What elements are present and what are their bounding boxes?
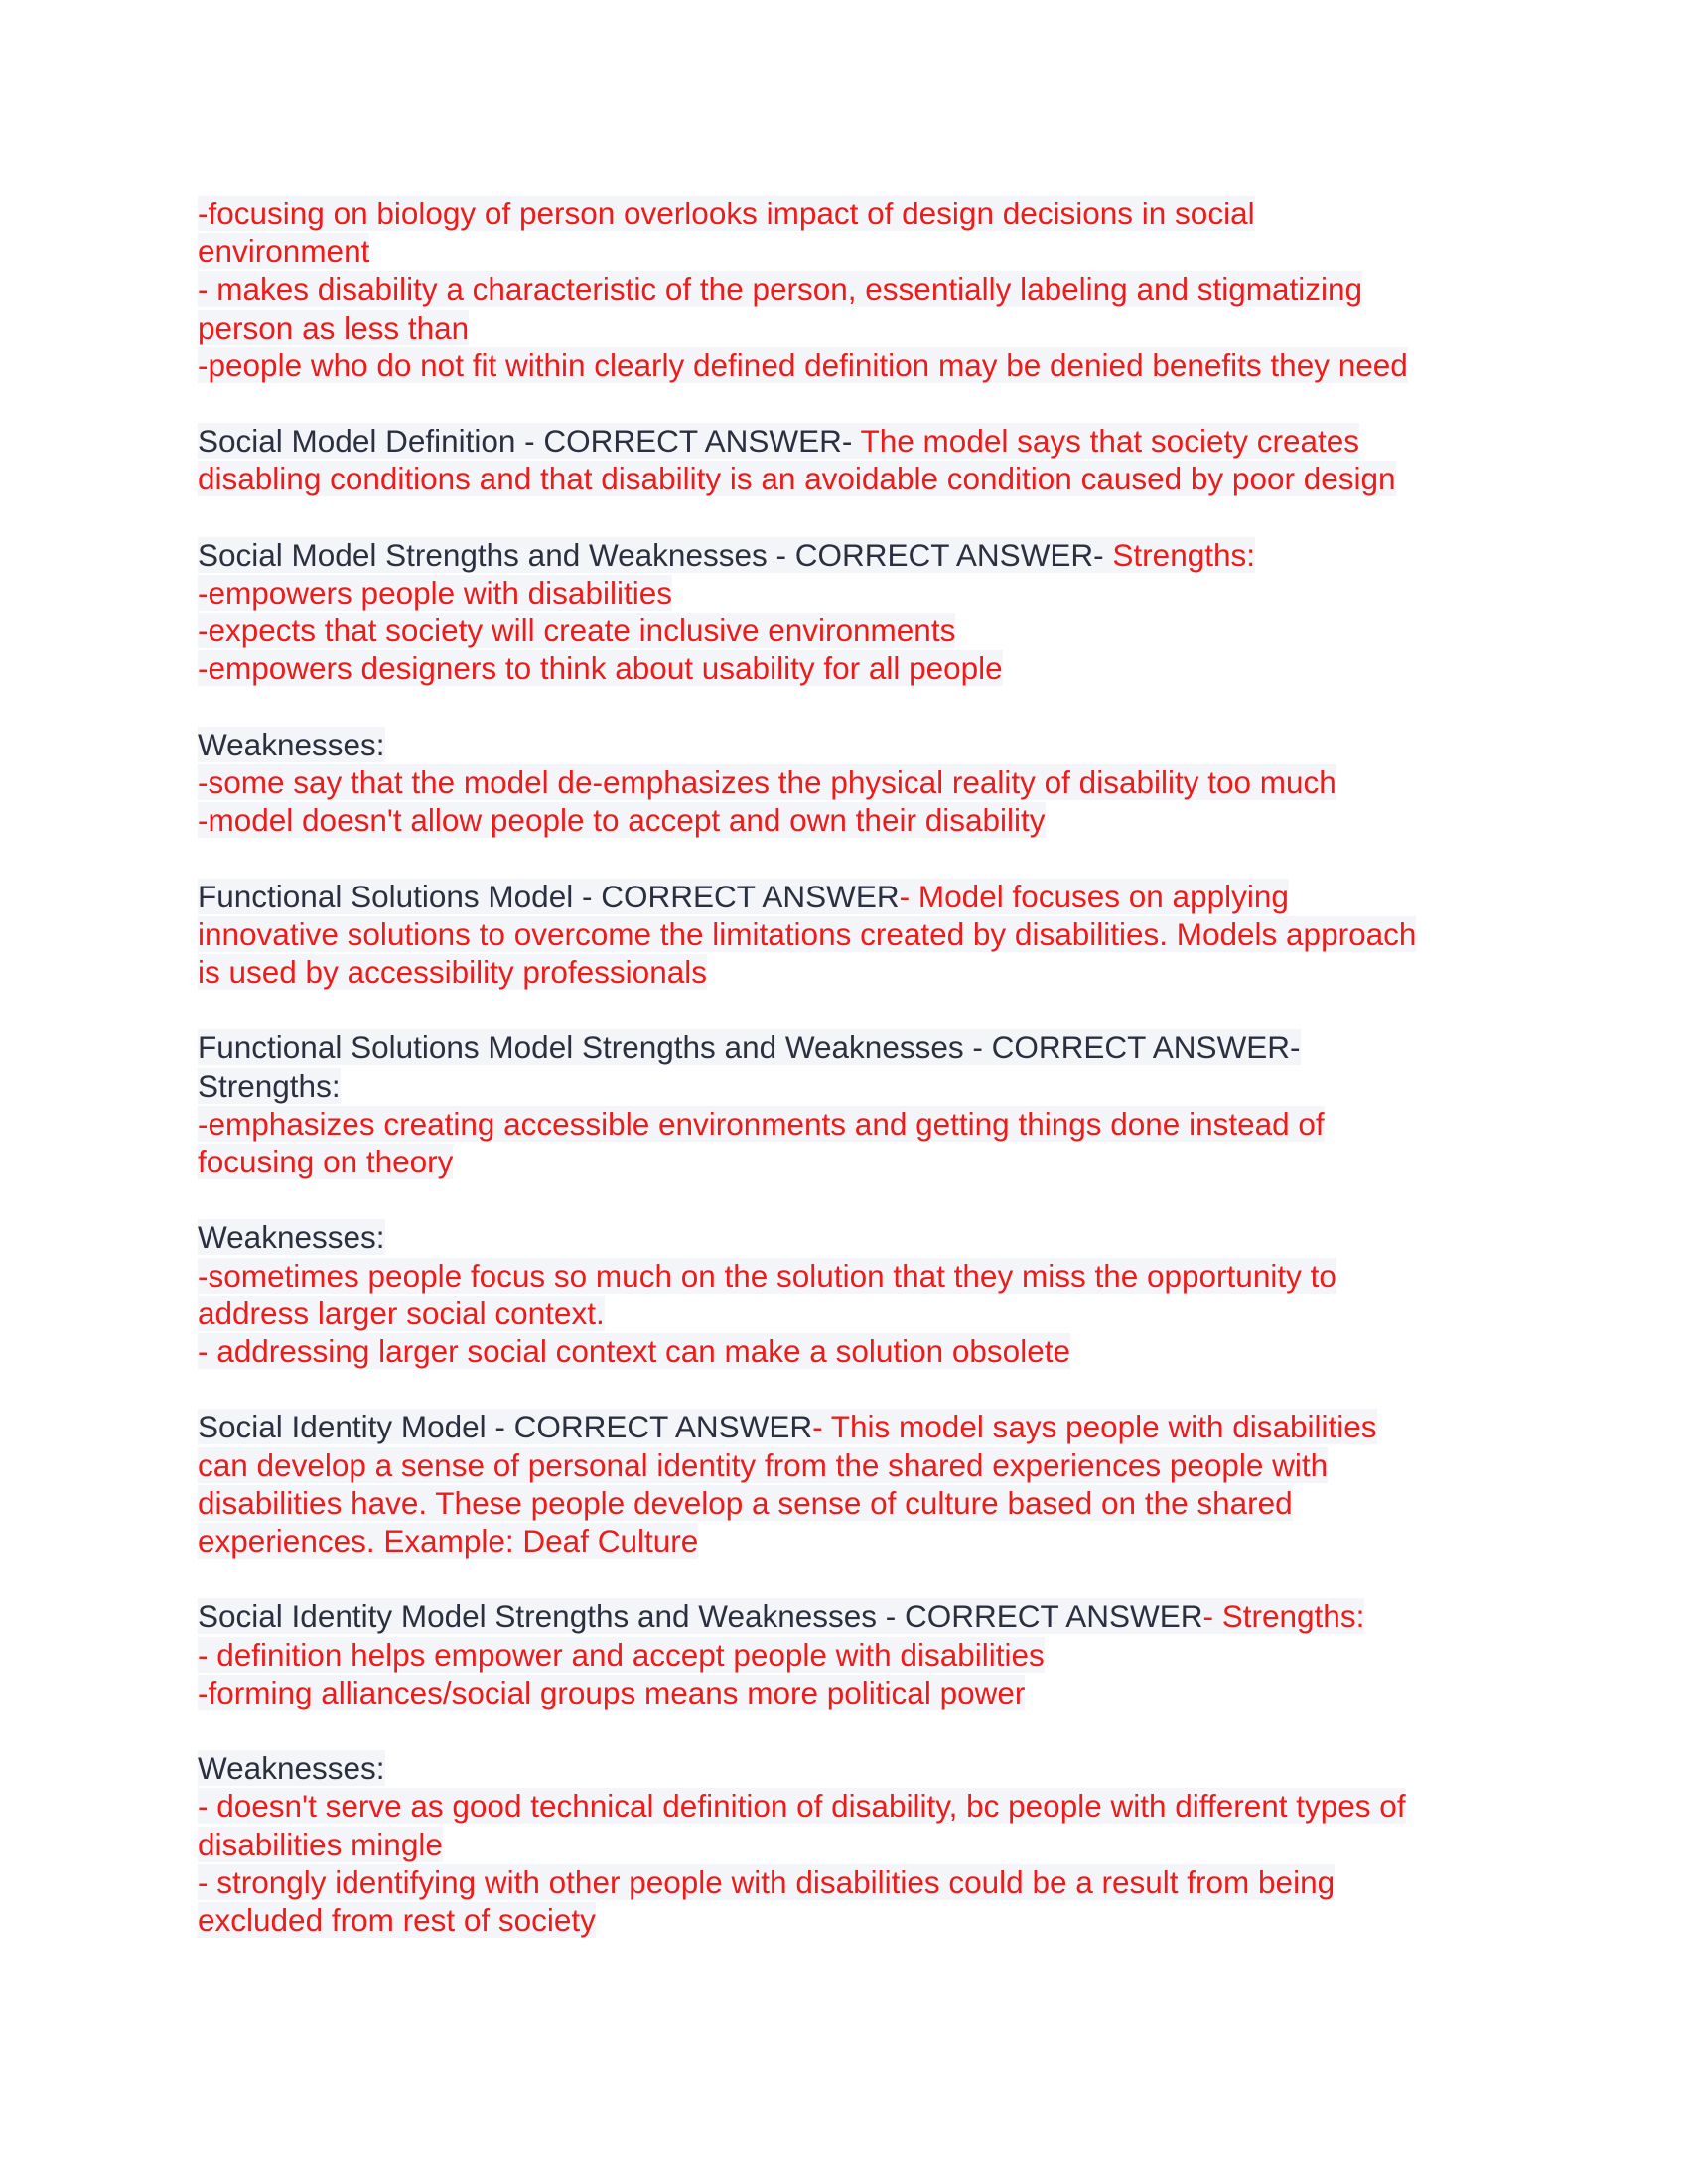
answer-text: - makes disability a characteristic of the person, essentially labeling and stigmatizing <box>198 271 1363 308</box>
text-line <box>198 1597 1508 1635</box>
text-line <box>198 574 1508 612</box>
answer-text: -sometimes people focus so much on the solution that they miss the opportunity to <box>198 1257 1336 1294</box>
text-line <box>198 726 1508 763</box>
text-line <box>198 878 1508 915</box>
answer-text: - This model says people with disabilities <box>812 1409 1377 1445</box>
text-line <box>198 422 1508 460</box>
text-line <box>198 915 1508 953</box>
answer-text: Strengths: <box>1112 536 1256 573</box>
text-line <box>198 1218 1508 1256</box>
text-block <box>198 536 1508 688</box>
question-text: Weaknesses: <box>198 726 385 762</box>
answer-text: -emphasizes creating accessible environments and getting things done instead of <box>198 1105 1325 1142</box>
text-line <box>198 1446 1508 1484</box>
question-text: Social Identity Model - CORRECT ANSWER <box>198 1409 813 1445</box>
answer-text: environment <box>198 233 370 270</box>
text-block <box>198 878 1508 992</box>
text-line <box>198 612 1508 649</box>
text-block <box>198 1597 1508 1711</box>
question-text: Functional Solutions Model - CORRECT ANSWER <box>198 878 900 914</box>
text-line <box>198 763 1508 801</box>
answer-text: -focusing on biology of person overlooks impact of design decisions in social <box>198 196 1255 231</box>
text-line <box>198 270 1508 308</box>
document-page <box>198 195 1508 1977</box>
text-line <box>198 1863 1508 1901</box>
answer-text: disabilities have. These people develop a sense of culture based on the shared <box>198 1484 1293 1521</box>
text-line <box>198 649 1508 687</box>
question-text: Weaknesses: <box>198 1219 385 1256</box>
text-line <box>198 232 1508 270</box>
answer-text: focusing on theory <box>198 1144 454 1179</box>
text-line <box>198 801 1508 839</box>
text-line <box>198 536 1508 574</box>
text-line <box>198 1067 1508 1105</box>
answer-text: - addressing larger social context can make a solution obsolete <box>198 1333 1070 1369</box>
answer-text: can develop a sense of personal identity from the shared experiences people with <box>198 1446 1329 1483</box>
question-text: Social Model Definition - CORRECT ANSWER- <box>198 423 861 460</box>
text-line <box>198 1826 1508 1863</box>
answer-text: -model doesn't allow people to accept and own their disability <box>198 802 1046 839</box>
text-line <box>198 1105 1508 1143</box>
answer-text: - Model focuses on applying <box>899 878 1289 914</box>
text-line <box>198 1787 1508 1825</box>
answer-text: person as less than <box>198 309 470 345</box>
answer-text: excluded from rest of society <box>198 1902 596 1938</box>
text-line <box>198 1028 1508 1066</box>
answer-text: -some say that the model de-emphasizes the physical reality of disability too much <box>198 764 1336 800</box>
answer-text: disabilities mingle <box>198 1826 443 1862</box>
text-line <box>198 1522 1508 1560</box>
answer-text: disabling conditions and that disability is an avoidable condition caused by poor design <box>198 461 1396 497</box>
text-line <box>198 1332 1508 1370</box>
answer-text: experiences. Example: Deaf Culture <box>198 1523 699 1559</box>
answer-text: -people who do not fit within clearly defined definition may be denied benefits they need <box>198 346 1408 383</box>
answer-text: -forming alliances/social groups means more political power <box>198 1674 1026 1710</box>
text-line <box>198 1674 1508 1711</box>
answer-text: The model says that society creates <box>860 423 1360 460</box>
answer-text: - doesn't serve as good technical definition of disability, bc people with different types of <box>198 1788 1406 1825</box>
text-block <box>198 1408 1508 1560</box>
answer-text: - Strengths: <box>1202 1598 1365 1635</box>
text-line <box>198 953 1508 991</box>
text-block <box>198 1749 1508 1939</box>
answer-text: - strongly identifying with other people with disabilities could be a result from being <box>198 1863 1336 1900</box>
text-block <box>198 422 1508 497</box>
text-line <box>198 1484 1508 1522</box>
question-text: Functional Solutions Model Strengths and Weaknesses - CORRECT ANSWER- <box>198 1029 1301 1066</box>
text-line <box>198 346 1508 384</box>
text-line <box>198 1257 1508 1295</box>
question-text: Social Model Strengths and Weaknesses - CORRECT ANSWER- <box>198 536 1113 573</box>
text-line <box>198 1636 1508 1674</box>
text-line <box>198 1143 1508 1180</box>
answer-text: -expects that society will create inclusive environments <box>198 613 956 649</box>
answer-text: innovative solutions to overcome the limitations created by disabilities. Models approach <box>198 915 1417 952</box>
text-line <box>198 195 1508 232</box>
answer-text: -empowers people with disabilities <box>198 575 672 611</box>
text-block <box>198 726 1508 840</box>
text-line <box>198 309 1508 346</box>
answer-text: address larger social context. <box>198 1295 605 1331</box>
text-block <box>198 1028 1508 1180</box>
text-line <box>198 1408 1508 1445</box>
answer-text: -empowers designers to think about usability for all people <box>198 650 1003 687</box>
answer-text: - definition helps empower and accept people with disabilities <box>198 1636 1045 1673</box>
text-block <box>198 195 1508 384</box>
question-text: Weaknesses: <box>198 1750 385 1787</box>
question-text: Strengths: <box>198 1067 341 1104</box>
text-block <box>198 1218 1508 1370</box>
text-line <box>198 1749 1508 1787</box>
text-line <box>198 1295 1508 1332</box>
answer-text: is used by accessibility professionals <box>198 954 707 990</box>
text-line <box>198 460 1508 497</box>
text-line <box>198 1901 1508 1939</box>
question-text: Social Identity Model Strengths and Weaknesses - CORRECT ANSWER <box>198 1598 1203 1635</box>
